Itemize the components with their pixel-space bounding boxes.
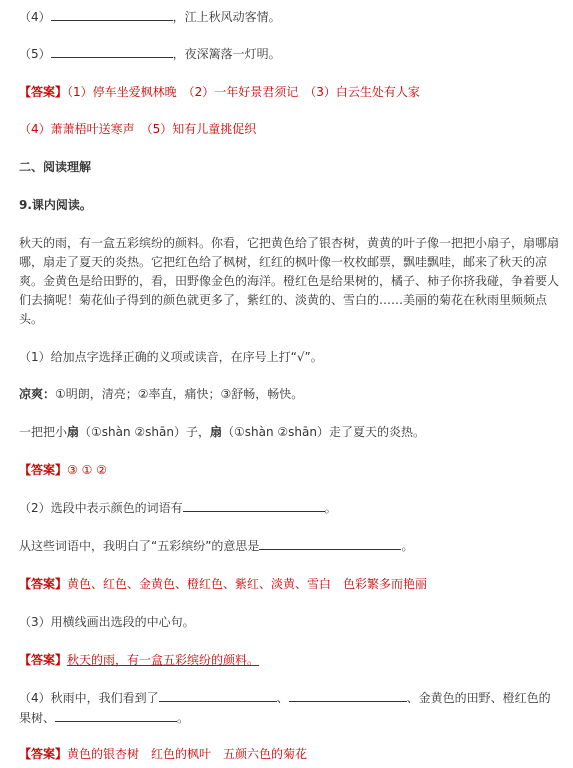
question-9-title: 9.课内阅读。 [19,198,92,212]
poem-text: ，江上秋风动客情。 [172,10,281,24]
item-number: （4） [19,10,51,24]
answer-text: （1）停车坐爱枫林晚 （2）一年好景君须记 （3）白云生处有人家 [67,85,420,99]
blank-line[interactable] [289,690,407,702]
blank-line[interactable] [183,500,325,512]
question-text: 、金黄色的田野、橙红色的 [406,691,551,705]
liangshuang-options [19,386,563,402]
answer-1 [19,84,563,100]
answer-4 [19,576,563,592]
question-text: 果树、 [19,711,56,725]
answer-text: 黄色、红色、金黄色、橙红色、紫红、淡黄、雪白 色彩繁多而艳丽 [67,577,428,591]
punct: 、 [276,691,289,705]
blank-line[interactable] [51,46,173,58]
question-text: （4）秋雨中，我们看到了 [19,691,159,705]
answer-text: ③ ① ② [67,463,107,477]
punct: 。 [177,711,190,725]
poem-text: ，夜深篱落一灯明。 [172,47,281,61]
dotted-char: 扇 [67,425,80,439]
reading-passage: 秋天的雨，有一盒五彩缤纷的颜料。你看，它把黄色给了银杏树，黄黄的叶子像一把把小扇子，扇哪扇哪，扇走了夏天的炎热。它把红色给了枫树，红红的枫叶像一枚枚邮票，飘哇飘哇，邮来了秋天的凉爽。金黄色是给田野的，看，田野像金色的海洋。橙红色是给果树的，橘子、柿子你挤我碰，争着要人们去摘呢！菊花仙子得到的颜色就更多了，紫红的、淡黄的、雪白的……美丽的菊花在秋雨里频频点头。 [19,236,560,326]
subquestion-3: （3）用横线画出选段的中心句。 [19,615,195,629]
subquestion-2b [19,538,563,554]
subquestion-4 [19,690,563,706]
answer-5 [19,652,563,668]
answer-2 [19,121,563,137]
answer-3 [19,462,563,478]
fill-line-4 [19,9,563,25]
fill-line-5 [19,46,563,62]
question-text: （2）选段中表示颜色的词语有 [19,501,183,515]
answer-tag: 【答案】 [19,653,68,667]
answer-text: （4）萧萧梧叶送寒声 （5）知有儿童挑促织 [19,122,257,136]
sentence-part: 一把把小 [19,425,68,439]
question-text: 从这些词语中，我明白了“五彩缤纷”的意思是 [19,539,260,553]
answer-tag: 【答案】 [19,747,68,761]
subquestion-2 [19,500,563,516]
options-text: ①明朗，清亮；②率直，痛快；③舒畅，畅快。 [55,387,304,401]
subquestion-4b [19,710,563,726]
dotted-char: 扇 [210,425,223,439]
answer-6 [19,746,563,762]
answer-text: 秋天的雨，有一盒五彩缤纷的颜料。 [67,653,260,667]
answer-tag: 【答案】 [19,463,68,477]
pinyin-options: （①shàn ②shān）子， [79,425,210,439]
blank-line[interactable] [51,9,173,21]
answer-tag: 【答案】 [19,577,68,591]
pinyin-options: （①shàn ②shān）走了夏天的炎热。 [222,425,425,439]
blank-line[interactable] [159,690,277,702]
item-number: （5） [19,47,51,61]
punct: 。 [401,539,414,553]
blank-line[interactable] [259,538,401,550]
section-title: 二、阅读理解 [19,160,92,174]
pinyin-choice-line [19,424,563,440]
answer-tag: 【答案】 [19,85,68,99]
blank-line[interactable] [55,710,177,722]
dotted-word: 凉爽： [19,387,56,401]
subquestion-1: （1）给加点字选择正确的义项或读音，在序号上打“√”。 [19,350,323,364]
punct: 。 [324,501,337,515]
answer-text: 黄色的银杏树 红色的枫叶 五颜六色的菊花 [67,747,308,761]
